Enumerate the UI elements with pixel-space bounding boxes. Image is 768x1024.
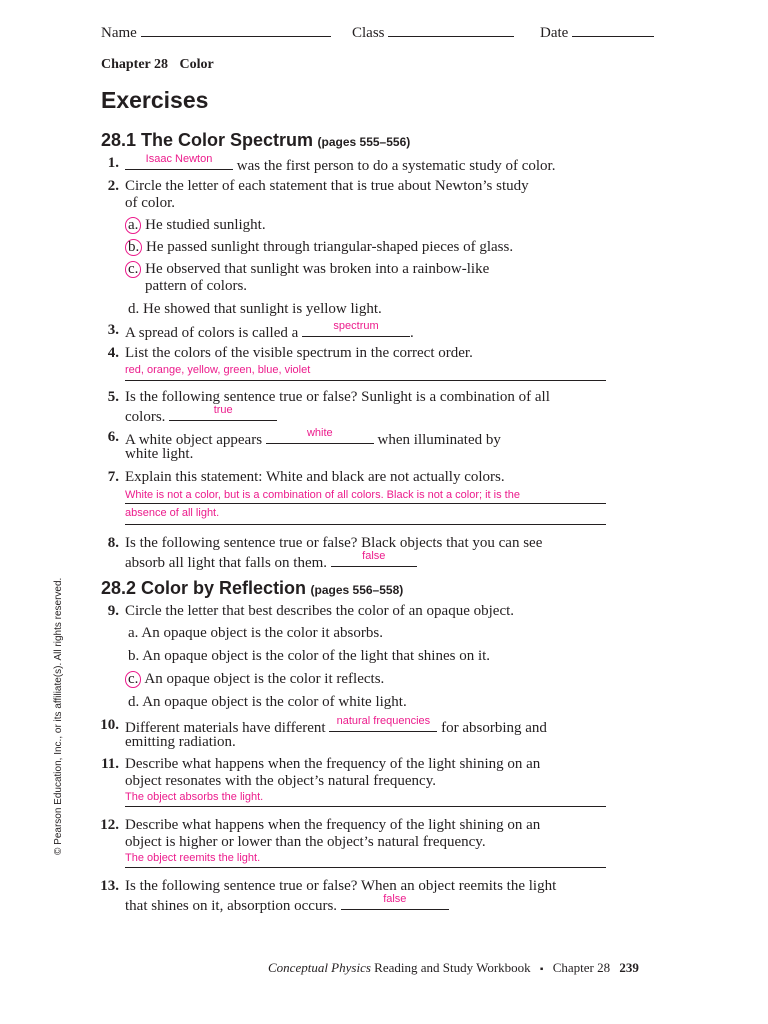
q1-answer-blank[interactable] [125,155,233,170]
q10-answer-blank[interactable] [329,717,437,732]
q11-line2: object resonates with the object’s natural frequency. [125,773,436,789]
q3-text-line [125,322,414,342]
q9-letter-b[interactable]: b. [128,648,140,664]
q4-number: 4. [107,345,119,361]
q9-option-c-text: An opaque object is the color it reflects. [144,671,385,687]
q12-answer: The object reemits the light. [125,852,261,864]
q10-answer: natural frequencies [336,715,431,727]
name-blank[interactable] [141,22,331,37]
q5-answer-blank[interactable] [169,406,277,421]
q2-line2: of color. [125,195,175,211]
q1-answer: Isaac Newton [145,153,213,165]
section-1-heading [101,130,410,151]
q9-letter-a[interactable]: a. [128,625,139,641]
q3-text: A spread of colors is called a [125,325,299,341]
q2-option-a-text: He studied sunlight. [145,217,266,233]
q9-letter-d[interactable]: d. [128,694,140,710]
q2-letter-b-circled[interactable]: b. [125,239,142,256]
q6-answer: white [306,427,333,439]
q7-answer-rule1[interactable] [125,503,606,504]
q11-answer: The object absorbs the light. [125,791,264,803]
section-2-pages: (pages 556–558) [310,583,404,597]
q4-answer: red, orange, yellow, green, blue, violet [125,364,311,376]
q6-line2: white light. [125,446,194,462]
q9-option-b [128,648,490,665]
q2-option-d-text: He showed that sunlight is yellow light. [143,301,382,317]
q6-text: A white object appears [125,432,263,448]
footer-book-title: Conceptual Physics [268,960,371,975]
q7-answer-rule2[interactable] [125,524,606,525]
q8-line2-text: absorb all light that falls on them. [125,555,328,571]
q11-answer-line[interactable] [125,806,606,807]
q12-line1: Describe what happens when the frequency of the light shining on an [125,817,541,833]
q7-answer-line2: absence of all light. [125,507,220,519]
q9-option-d [128,694,407,711]
q13-line1: Is the following sentence true or false? When an object reemits the light [125,878,557,894]
q9-option-a-text: An opaque object is the color it absorbs. [141,625,383,641]
q7-answer-line1: White is not a color, but is a combination of all colors. Black is not a color; it is the [125,489,520,501]
q9-number: 9. [107,603,119,619]
q4-answer-line[interactable] [125,380,606,381]
name-label: Name [101,25,137,41]
q8-answer: false [362,550,386,562]
footer-chapter: Chapter 28 [552,960,611,975]
q7-text: Explain this statement: White and black are not actually colors. [125,469,505,485]
q6-number: 6. [107,429,119,445]
section-2-heading [101,578,403,599]
q13-number: 13. [100,878,119,894]
q10-number: 10. [100,717,119,733]
q9-option-a [128,625,383,642]
q3-number: 3. [107,322,119,338]
q11-line1: Describe what happens when the frequency of the light shining on an [125,756,541,772]
section-1-pages: (pages 555–556) [317,135,411,149]
section-2-title: 28.2 Color by Reflection [101,578,307,598]
q2-option-c-text: He observed that sunlight was broken into a rainbow-like [145,261,490,277]
q12-line2: object is higher or lower than the object’s natural frequency. [125,834,486,850]
q2-option-d [128,301,382,318]
name-field [101,22,331,42]
q9-text: Circle the letter that best describes the color of an opaque object. [125,603,515,619]
q5-number: 5. [107,389,119,405]
class-field [352,22,514,42]
q3-answer-blank[interactable] [302,322,410,337]
q10-line2: emitting radiation. [125,734,236,750]
q9-letter-c-circled[interactable]: c. [125,671,141,688]
q7-number: 7. [107,469,119,485]
q8-line1: Is the following sentence true or false? Black objects that you can see [125,535,543,551]
class-blank[interactable] [388,22,514,37]
q13-line2-text: that shines on it, absorption occurs. [125,898,338,914]
q12-number: 12. [100,817,119,833]
q10-text: Different materials have different [125,720,326,736]
q13-answer: false [383,893,407,905]
q6-answer-blank[interactable] [266,429,374,444]
q2-number: 2. [107,178,119,194]
q9-option-c [128,671,384,688]
q2-line1: Circle the letter of each statement that is true about Newton’s study [125,178,529,194]
chapter-topic: Color [179,57,214,72]
q8-answer-blank[interactable] [331,552,417,567]
q5-colors-text: colors. [125,409,166,425]
q2-letter-d[interactable]: d. [128,301,140,317]
page-title: Exercises [101,87,209,113]
q2-option-c [128,261,489,278]
q8-number: 8. [107,535,119,551]
date-blank[interactable] [572,22,654,37]
q11-number: 11. [101,756,119,772]
q6-text-after: when illuminated by [377,432,501,448]
q4-text: List the colors of the visible spectrum in the correct order. [125,345,473,361]
q2-option-c-text2: pattern of colors. [145,278,248,294]
footer [268,959,639,978]
q2-letter-c-circled[interactable]: c. [125,261,141,278]
q13-answer-blank[interactable] [341,895,449,910]
q5-answer: true [213,404,233,416]
chapter-line [101,56,214,73]
q1-number: 1. [107,155,119,171]
q2-letter-a-circled[interactable]: a. [125,217,141,234]
q2-option-b-text: He passed sunlight through triangular-shaped pieces of glass. [146,239,514,255]
q3-period: . [410,325,414,341]
section-1-title: 28.1 The Color Spectrum [101,130,314,150]
date-label: Date [540,25,569,41]
q1-text-line [125,155,555,175]
q2-option-a [128,217,266,234]
q9-option-b-text: An opaque object is the color of the light that shines on it. [142,648,491,664]
q5-line1: Is the following sentence true or false? Sunlight is a combination of all [125,389,550,405]
q12-answer-line[interactable] [125,867,606,868]
q10-text-after: for absorbing and [441,720,547,736]
q8-line2 [125,552,417,572]
q2-option-b [128,239,513,256]
footer-book-rest: Reading and Study Workbook [374,960,531,975]
q3-answer: spectrum [333,320,379,332]
q1-text: was the first person to do a systematic study of color. [236,158,556,174]
page-number: 239 [619,960,639,975]
footer-bullet: ▪ [539,964,544,975]
q5-line2 [125,406,277,426]
class-label: Class [352,25,385,41]
q13-line2 [125,895,449,915]
date-field [540,22,654,42]
q9-option-d-text: An opaque object is the color of white light. [142,694,407,710]
copyright-notice: © Pearson Education, Inc., or its affiliate(s). All rights reserved. [53,577,64,855]
chapter-number: Chapter 28 [101,57,169,72]
